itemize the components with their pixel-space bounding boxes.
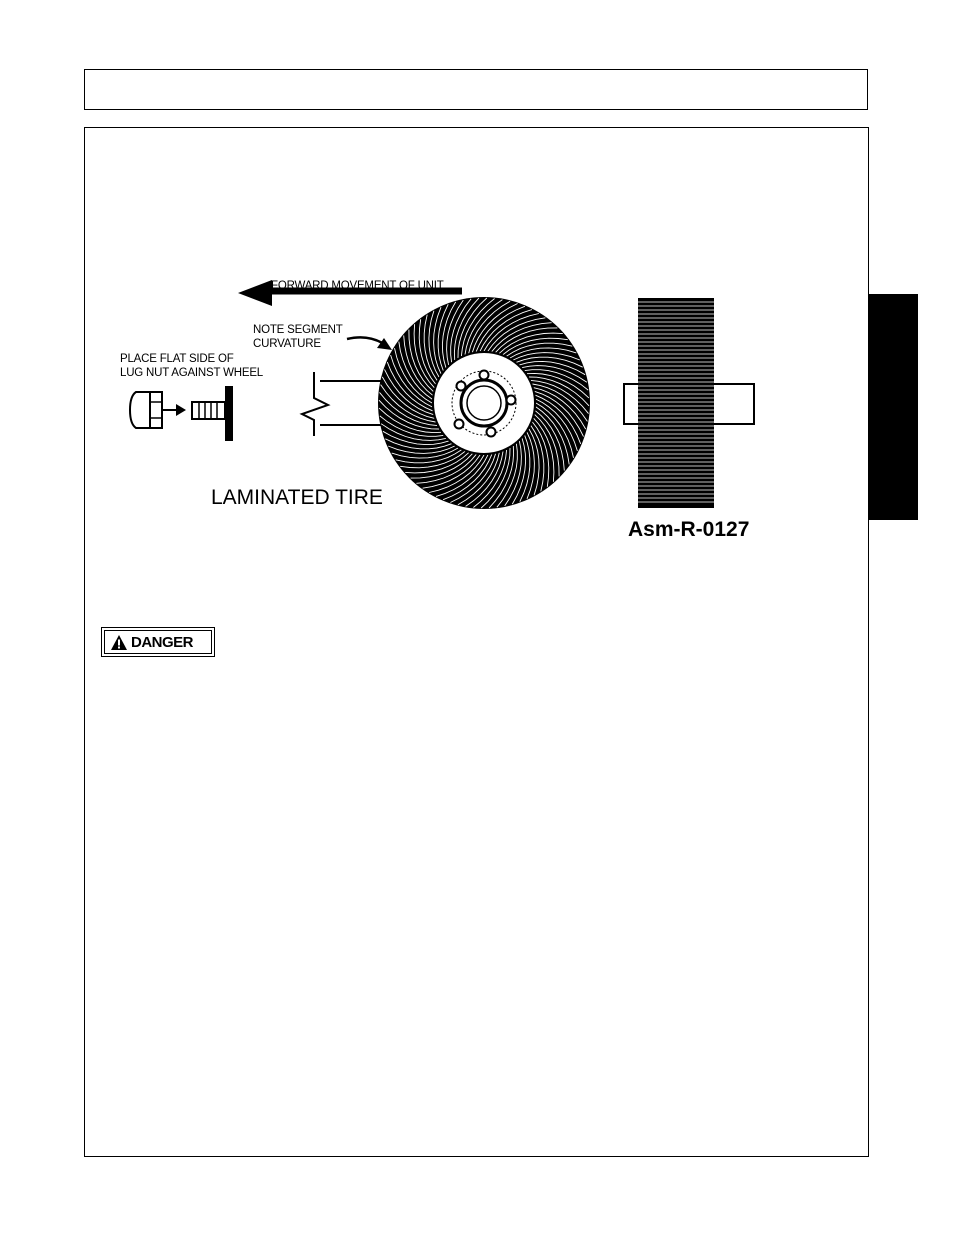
figure-code: Asm-R-0127 <box>628 518 750 541</box>
danger-label: DANGER <box>131 633 194 651</box>
segment-curvature-label: NOTE SEGMENT CURVATURE <box>253 324 343 350</box>
laminated-tire-side-icon <box>624 298 754 508</box>
axle-break-icon <box>302 372 384 436</box>
lug-nut-icon <box>130 392 186 428</box>
curvature-pointer-icon <box>347 337 392 350</box>
lug-nut-label: PLACE FLAT SIDE OF LUG NUT AGAINST WHEEL <box>120 353 263 379</box>
laminated-tire-front-icon <box>378 297 590 509</box>
wheel-stud-icon <box>192 386 233 441</box>
forward-movement-label: FORWARD MOVEMENT OF UNIT <box>271 280 444 292</box>
warning-triangle-icon <box>110 634 128 651</box>
figure-title: LAMINATED TIRE <box>211 486 383 509</box>
danger-badge <box>101 627 215 657</box>
